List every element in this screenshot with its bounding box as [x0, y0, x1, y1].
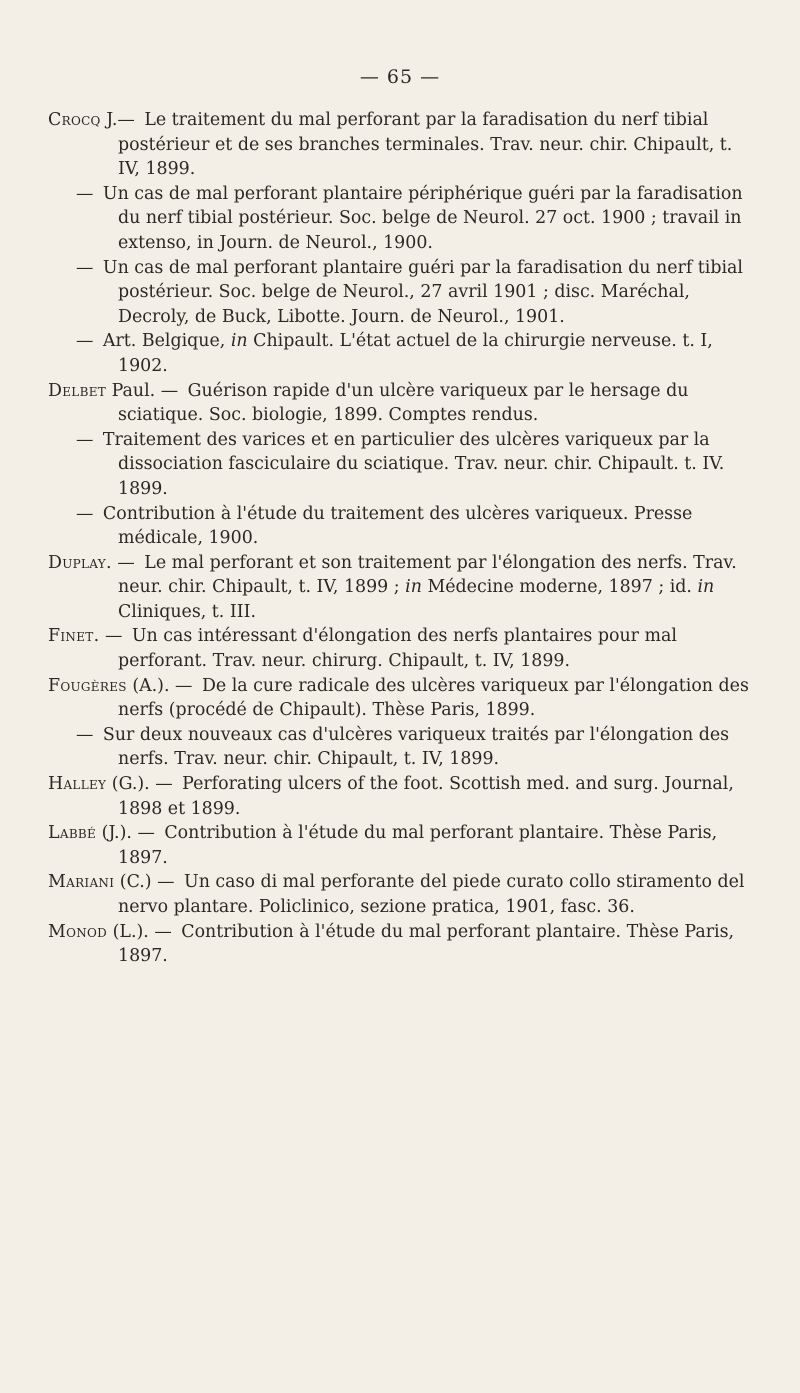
entry-author: Delbet — [48, 380, 107, 401]
entry-text: Contribution à l'étude du traitement des ulcères variqueux. Presse médicale, 1900. — [102, 503, 693, 549]
entry-in: in — [405, 577, 422, 598]
entry-text: Un cas intéressant d'élongation des nerfs plantaires pour mal perforant. Trav. neur. chirurg. Chipault, t. IV, 1899. — [118, 626, 677, 672]
entry-text-after: Chipault. L'état actuel de la chirurgie nerveuse. t. I, 1902. — [118, 331, 713, 376]
entry-text: Un cas de mal perforant plantaire périphérique guéri par la faradisation du nerf tibial postérieur. Soc. belge de Neurol. 27 oct. 1900 ; travail in extenso, in Journ. de Neurol., 1900. — [102, 183, 743, 253]
entry-text: Un cas de mal perforant plantaire guéri par la faradisation du nerf tibial postérieur. Soc. belge de Neurol., 27 avril 1901 ; disc. Maréchal, Decroly, de Buck, Libotte. Journ. de Neurol., 1901. — [102, 257, 743, 327]
bibliography-entry — [48, 723, 758, 772]
entry-initials: J. — [106, 110, 118, 130]
entry-text: Sur deux nouveaux cas d'ulcères variqueux traités par l'élongation des nerfs. Trav. neur. chir. Chipault, t. IV, 1899. — [102, 724, 730, 770]
bibliography-entry — [48, 674, 758, 723]
entry-initials: (A.). — [132, 675, 170, 696]
entry-text: Traitement des varices et en particulier des ulcères variqueux par la dissociation fasciculaire du sciatique. Trav. neur. chir. Chipault. t. IV. 1899. — [102, 429, 725, 499]
entry-text-mid: Médecine moderne, 1897 ; id. — [421, 577, 698, 598]
entry-author: Finet. — [48, 626, 100, 647]
entry-dash: — — [76, 331, 94, 352]
entry-text-after: Cliniques, t. III. — [118, 601, 256, 622]
entry-initials: (L.). — [112, 921, 149, 942]
bibliography-entry — [48, 428, 758, 502]
entry-text: Le traitement du mal perforant par la faradisation du nerf tibial postérieur et de ses branches terminales. Trav. neur. chir. Chipault, t. IV, 1899. — [118, 110, 733, 180]
entry-in: in — [230, 331, 248, 352]
bibliography-entry — [48, 182, 758, 256]
bibliography-list — [48, 108, 758, 969]
bibliography-entry — [48, 108, 758, 182]
entry-initials: Paul. — [111, 380, 156, 401]
bibliography-entry — [48, 551, 758, 625]
entry-dash: — — [155, 774, 173, 795]
entry-in: in — [697, 577, 715, 598]
entry-text: Un caso di mal perforante del piede curato collo stiramento del nervo plantare. Policlinico, sezione pratica, 1901, fasc. 36. — [118, 872, 745, 917]
entry-author: Duplay. — [48, 552, 112, 573]
entry-text: Guérison rapide d'un ulcère variqueux par le hersage du sciatique. Soc. biologie, 1899. Comptes rendus. — [118, 380, 689, 426]
bibliography-entry — [48, 772, 758, 821]
entry-text: Contribution à l'étude du mal perforant plantaire. Thèse Paris, 1897. — [118, 823, 718, 868]
bibliography-entry — [48, 502, 758, 551]
entry-text-before: Le mal perforant et son traitement par l'élongation des nerfs. Trav. neur. chir. Chipault, t. IV, 1899 ; — [118, 552, 737, 598]
bibliography-entry — [48, 870, 758, 919]
entry-author: Monod — [48, 921, 108, 942]
bibliography-entry — [48, 329, 758, 378]
entry-dash: — — [104, 626, 123, 647]
entry-dash: — — [157, 872, 175, 893]
entry-author: Labbé — [48, 823, 97, 844]
bibliography-entry — [48, 624, 758, 673]
entry-author: Fougères — [48, 675, 127, 696]
bibliography-entry — [48, 256, 758, 330]
bibliography-entry — [48, 821, 758, 870]
entry-dash: — — [76, 257, 94, 278]
entry-dash: — — [117, 552, 135, 573]
entry-dash: — — [76, 503, 94, 524]
entry-author: Halley — [48, 774, 107, 795]
entry-text: Contribution à l'étude du mal perforant plantaire. Thèse Paris, 1897. — [118, 921, 735, 967]
page-number: — 65 — — [359, 66, 441, 88]
entry-dash: — — [154, 921, 172, 942]
entry-initials: (G.). — [111, 774, 150, 795]
entry-dash: — — [76, 429, 94, 450]
bibliography-entry — [48, 920, 758, 969]
entry-initials: (J.). — [101, 823, 132, 844]
entry-dash: — — [160, 380, 179, 401]
entry-dash: — — [76, 724, 94, 745]
entry-text: Perforating ulcers of the foot. Scottish med. and surg. Journal, 1898 et 1899. — [118, 774, 734, 819]
entry-dash: — — [175, 675, 193, 696]
entry-initials: (C.) — [119, 872, 152, 893]
entry-dash: — — [137, 823, 155, 844]
entry-author: Crocq — [48, 110, 101, 130]
entry-text-before: Art. Belgique, — [102, 331, 231, 352]
entry-dash: — — [76, 183, 94, 204]
entry-author: Mariani — [48, 872, 115, 893]
entry-dash: — — [117, 110, 135, 130]
bibliography-entry — [48, 379, 758, 428]
entry-text: De la cure radicale des ulcères variqueux par l'élongation des nerfs (procédé de Chipault). Thèse Paris, 1899. — [118, 675, 749, 721]
